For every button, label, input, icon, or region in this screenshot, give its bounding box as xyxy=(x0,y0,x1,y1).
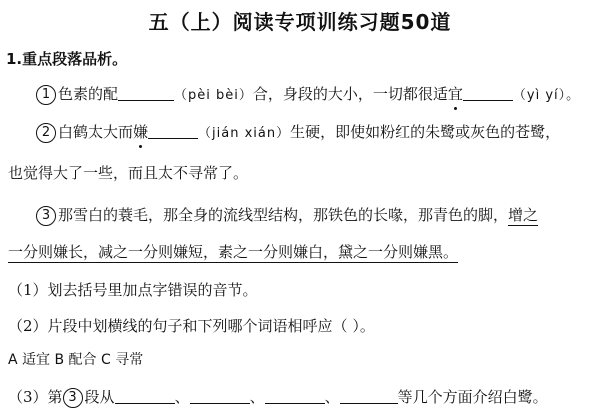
p2-text-a: 白鹤太大而 xyxy=(58,123,134,141)
answer-blank[interactable] xyxy=(148,122,198,139)
separator: 、 xyxy=(174,388,190,406)
answer-blank[interactable] xyxy=(118,84,174,101)
passage-paragraph-3-cont xyxy=(8,240,600,264)
question-2: （2）片段中划横线的句子和下列哪个词语相呼应（ ）。 xyxy=(8,317,375,335)
p3-text-a: 那雪白的蓑毛，那全身的流线型结构，那铁色的长喙，那青色的脚， xyxy=(58,206,509,224)
paragraph-number-3: 3 xyxy=(63,388,83,408)
separator: 、 xyxy=(249,388,265,406)
section-heading: 1.重点段落品析。 xyxy=(6,50,128,68)
question-2-options: A 适宜 B 配合 C 寻常 xyxy=(8,352,144,368)
answer-blank[interactable] xyxy=(190,387,250,404)
answer-blank[interactable] xyxy=(115,387,175,404)
passage-paragraph-1 xyxy=(36,82,600,108)
paragraph-number-1: 1 xyxy=(36,85,56,105)
answer-blank[interactable] xyxy=(463,84,513,101)
underlined-sentence: 一分则嫌长，减之一分则嫌短，素之一分则嫌白，黛之一分则嫌黑。 xyxy=(8,243,459,261)
answer-blank[interactable] xyxy=(340,387,398,404)
q3-suffix: 等几个方面介绍白鹭。 xyxy=(397,388,548,406)
p2-pinyin-a: （jián xián） xyxy=(198,126,291,141)
q3-mid: 段从 xyxy=(84,388,115,406)
answer-blank[interactable] xyxy=(265,387,325,404)
paragraph-number-2: 2 xyxy=(36,123,56,143)
dotted-char: 宜 xyxy=(448,82,463,106)
question-1: （1）划去括号里加点字错误的音节。 xyxy=(8,281,258,299)
passage-paragraph-2-cont: 也觉得大了一些，而且太不寻常了。 xyxy=(8,164,249,182)
p2-text-b: 生硬，即使如粉红的朱鹭或灰色的苍鹭， xyxy=(290,123,561,141)
p1-pinyin-a: （pèi bèi） xyxy=(174,88,253,103)
passage-paragraph-3 xyxy=(36,203,600,227)
p1-pinyin-b: （yì yí）。 xyxy=(512,88,581,103)
underlined-sentence: 增之 xyxy=(508,206,539,224)
passage-paragraph-2 xyxy=(36,120,600,146)
p1-text-b: 合，身段的大小，一切都很适 xyxy=(252,85,448,103)
page-title: 五（上）阅读专项训练习题50道 xyxy=(148,10,452,34)
q3-prefix: （3）第 xyxy=(8,388,63,406)
dotted-char: 嫌 xyxy=(133,120,148,144)
question-3 xyxy=(8,385,600,409)
p1-text-a: 色素的配 xyxy=(58,85,119,103)
paragraph-number-3: 3 xyxy=(36,206,56,226)
separator: 、 xyxy=(324,388,340,406)
